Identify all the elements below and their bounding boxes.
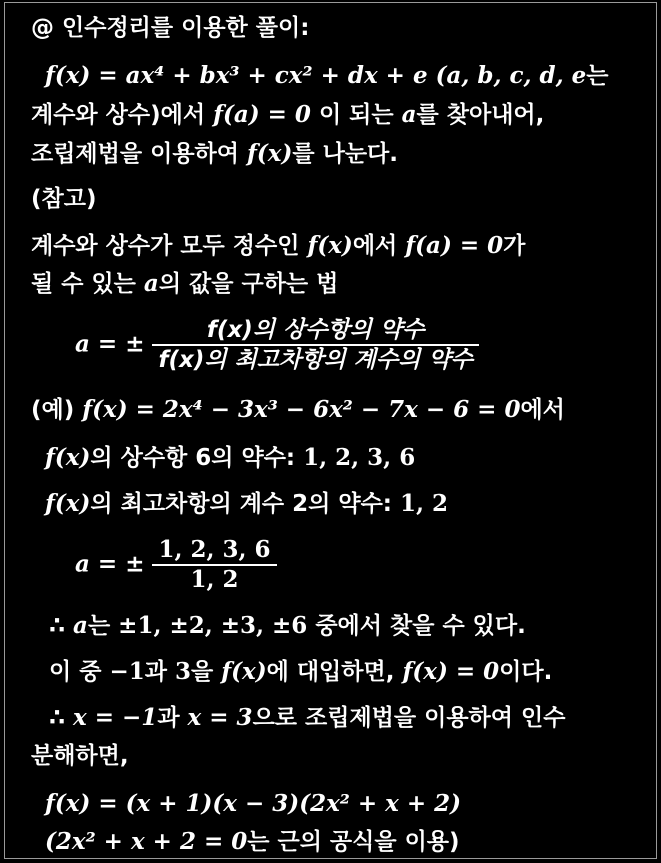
formula: a = ± $\frac{\text{f(x)의 상수항의 약수}}{\text{f(x)의 최고차항의 계수의 약수}}$ [75,316,479,374]
intro-line-3: 조립제법을 이용하여 f(x)를 나눈다. [31,140,398,167]
example-fraction-denominator: 1, 2 [190,566,239,593]
formula-fraction [152,316,478,374]
final-note: (2x² + x + 2 = 0는 근의 공식을 이용) [45,828,460,855]
therefore-symbol: ∴ [49,705,66,731]
note-heading: (참고) [31,186,97,212]
leading-divisors: f(x)의 최고차항의 계수 2의 약수: 1, 2 [45,490,449,517]
intro-line-1: f(x) = ax⁴ + bx³ + cx² + dx + e (a, b, c, d, e는 [45,62,609,89]
solution-page [4,2,657,859]
example-fraction-numerator: 1, 2, 3, 6 [152,536,276,566]
example-fraction: a = ± $\frac{1, 2, 3, 6}{1, 2}$ [75,536,277,594]
therefore-line-1: ∴ a는 ±1, ±2, ±3, ±6 중에서 찾을 수 있다. [49,612,526,639]
example-equation: (예) f(x) = 2x⁴ − 3x³ − 6x² − 7x − 6 = 0에서 [31,396,565,423]
substitution-line: 이 중 −1과 3을 f(x)에 대입하면, f(x) = 0이다. [49,658,553,685]
therefore-line-2: ∴ x = −1과 x = 3으로 조립제법을 이용하여 인수 [49,704,566,731]
note-line-2: 될 수 있는 a의 값을 구하는 법 [31,270,339,297]
intro-line-2: 계수와 상수)에서 f(a) = 0 이 되는 a를 찾아내어, [31,101,545,128]
polynomial-equation: f(x) = ax⁴ + bx³ + cx² + dx + e (a, b, c, d, e [45,62,587,89]
note-line-1: 계수와 상수가 모두 정수인 f(x)에서 f(a) = 0가 [31,232,526,259]
constant-divisors: f(x)의 상수항 6의 약수: 1, 2, 3, 6 [45,444,416,471]
title: @ 인수정리를 이용한 풀이: [31,15,310,41]
fraction-denominator: f(x)의 최고차항의 계수의 약수 [158,347,473,373]
fraction-numerator: f(x)의 상수항의 약수 [152,316,478,346]
therefore-symbol: ∴ [49,613,66,639]
factored-form: f(x) = (x + 1)(x − 3)(2x² + x + 2) [45,790,462,817]
therefore-line-2-cont: 분해하면, [31,743,129,769]
